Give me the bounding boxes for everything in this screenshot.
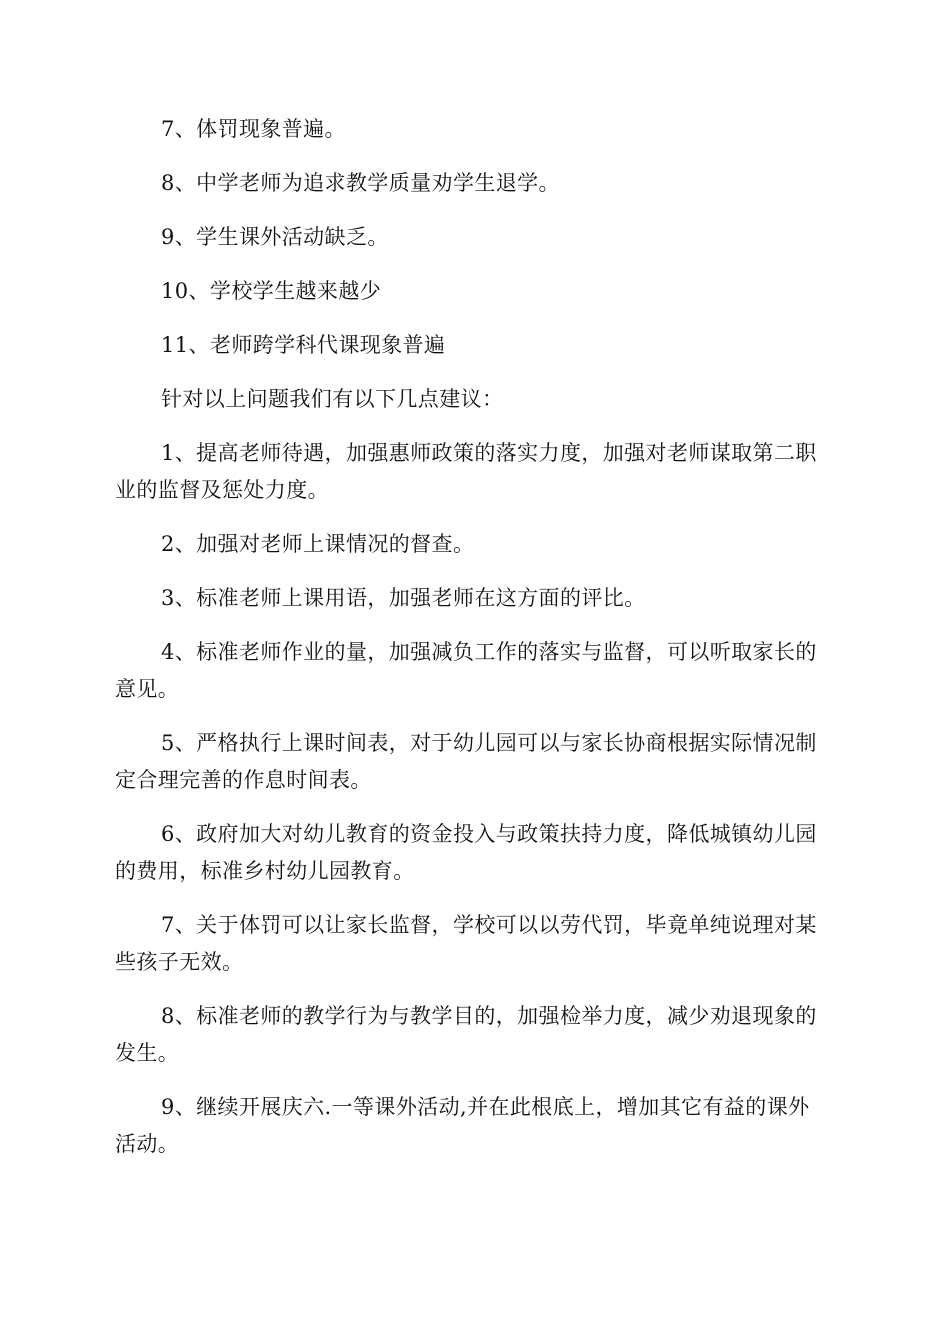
suggestion-9: 9、继续开展庆六.一等课外活动,并在此根底上，增加其它有益的课外活动。	[115, 1095, 810, 1156]
suggestion-7: 7、关于体罚可以让家长监督，学校可以以劳代罚，毕竟单纯说理对某些孩子无效。	[115, 913, 817, 974]
paragraph-item-11: 11、老师跨学科代课现象普遍	[161, 333, 446, 357]
paragraph-item-9: 9、学生课外活动缺乏。	[161, 225, 389, 249]
suggestion-1: 1、提高老师待遇，加强惠师政策的落实力度，加强对老师谋取第二职业的监督及惩处力度。	[115, 441, 817, 502]
paragraph-item-7: 7、体罚现象普遍。	[161, 117, 346, 141]
suggestion-6: 6、政府加大对幼儿教育的资金投入与政策扶持力度，降低城镇幼儿园的费用，标准乡村幼儿园教育。	[115, 822, 817, 883]
document-body	[115, 111, 827, 1180]
suggestion-8: 8、标准老师的教学行为与教学目的，加强检举力度，减少劝退现象的发生。	[115, 1004, 817, 1065]
suggestion-3: 3、标准老师上课用语，加强老师在这方面的评比。	[161, 586, 646, 610]
suggestion-5: 5、严格执行上课时间表，对于幼儿园可以与家长协商根据实际情况制定合理完善的作息时间表。	[115, 731, 817, 792]
suggestion-4: 4、标准老师作业的量，加强减负工作的落实与监督，可以听取家长的意见。	[115, 640, 817, 701]
suggestion-2: 2、加强对老师上课情况的督查。	[161, 532, 475, 556]
paragraph-item-10: 10、学校学生越来越少	[161, 279, 382, 303]
suggestions-intro: 针对以上问题我们有以下几点建议：	[161, 387, 504, 411]
paragraph-item-8: 8、中学老师为追求教学质量劝学生退学。	[161, 171, 560, 195]
